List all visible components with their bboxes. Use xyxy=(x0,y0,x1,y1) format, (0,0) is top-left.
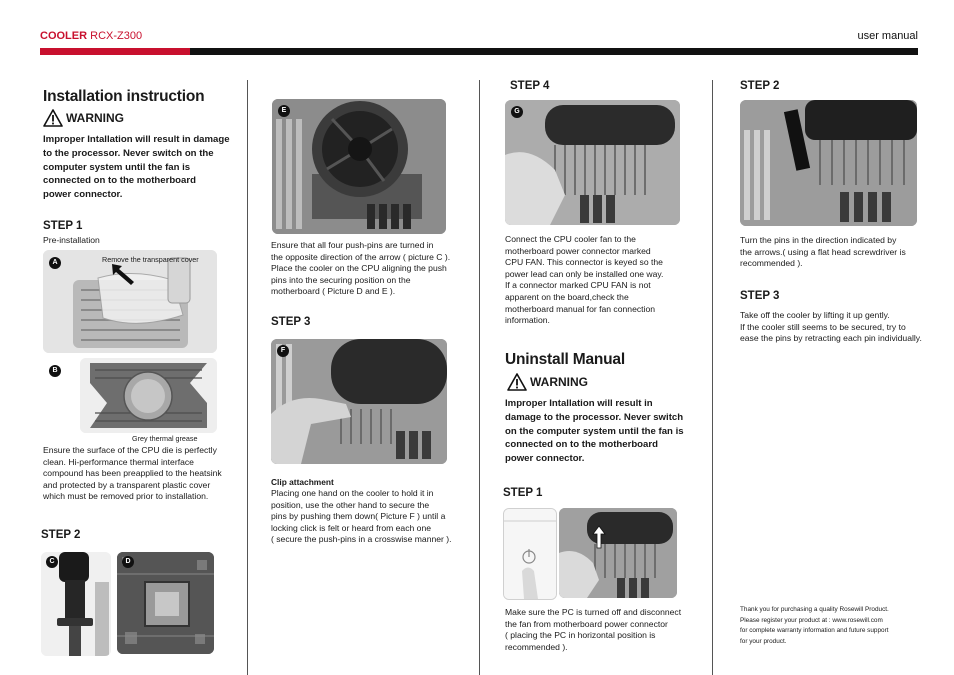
body-line: Place the cooler on the CPU aligning the push xyxy=(271,263,447,274)
warning-line: to the processor. Never switch on the xyxy=(43,147,214,159)
body-line: recommended ). xyxy=(740,258,803,269)
step1-body xyxy=(43,445,243,503)
photo-f-clip-attachment xyxy=(271,339,447,464)
body-line: Take off the cooler by lifting it up gently. xyxy=(740,310,890,320)
warning-line: connected on to the motherboard xyxy=(43,175,196,187)
photo-pc-power xyxy=(503,508,557,600)
badge-g: G xyxy=(511,106,523,118)
step2-body xyxy=(271,240,476,298)
column-divider-3 xyxy=(712,80,713,675)
uninstall-step2-body xyxy=(740,235,945,270)
photo-d-motherboard xyxy=(117,552,214,654)
body-line: ( secure the push-pins in a crosswise manner ). xyxy=(271,534,452,545)
step4-heading: STEP 4 xyxy=(510,80,550,92)
body-line: compound has been preapplied to the heatsink xyxy=(43,468,222,479)
body-line: Connect the CPU cooler fan to the xyxy=(505,234,636,244)
warning-line: power connector. xyxy=(43,189,123,201)
badge-c: C xyxy=(46,556,58,568)
uninstall-warning xyxy=(507,373,588,391)
caption-a: Remove the transparent cover xyxy=(102,255,199,264)
body-line: CPU FAN. This connector is keyed so the xyxy=(505,257,663,268)
warning-label: WARNING xyxy=(530,375,588,389)
column-divider-1 xyxy=(247,80,248,675)
caption-b: Grey thermal grease xyxy=(132,434,198,443)
body-line: position, use the other hand to secure the xyxy=(271,499,430,510)
body-line: recommended ). xyxy=(505,641,568,652)
body-line: pins into the securing position on the xyxy=(271,274,411,285)
installation-warning xyxy=(43,109,124,127)
badge-d: D xyxy=(122,556,134,568)
warning-line: power connector. xyxy=(505,453,585,465)
photo-e-cooler-on-board xyxy=(272,99,446,234)
body-line: information. xyxy=(505,315,550,326)
photo-b-thermal-grease xyxy=(80,358,217,433)
body-line: Turn the pins in the direction indicated by xyxy=(740,235,897,245)
body-line: ( placing the PC in horizontal position is xyxy=(505,630,656,641)
header-bar-black xyxy=(190,48,918,55)
footer-line: Thank you for purchasing a quality Rosewill Product. xyxy=(740,606,889,613)
uninstall-step1-body xyxy=(505,607,710,653)
body-line: motherboard ( Picture D and E ). xyxy=(271,286,396,297)
body-line: If the cooler still seems to be secured, try to xyxy=(740,321,906,332)
body-line: Ensure that all four push-pins are turned in xyxy=(271,240,434,250)
badge-f: F xyxy=(277,345,289,357)
clip-attachment-title: Clip attachment xyxy=(271,477,334,487)
body-line: the fan from motherboard power connector xyxy=(505,618,668,629)
step3-heading: STEP 3 xyxy=(271,316,311,328)
step1-heading: STEP 1 xyxy=(43,220,83,232)
body-line: ease the pins by retracting each pin individually. xyxy=(740,333,922,344)
header-model: RCX-Z300 xyxy=(87,30,143,42)
step4-body xyxy=(505,234,705,327)
body-line: power lead can only be installed one way. xyxy=(505,268,664,279)
footer-note xyxy=(740,605,940,647)
header-bar-red xyxy=(40,48,190,55)
step1-subtitle: Pre-installation xyxy=(43,235,100,245)
photo-g-fan-connector xyxy=(505,100,680,225)
warning-icon xyxy=(507,373,527,391)
uninstall-step1-heading: STEP 1 xyxy=(503,487,543,499)
body-line: which must be removed prior to installation. xyxy=(43,491,209,502)
body-line: apparent on the board,check the xyxy=(505,291,629,302)
photo-turn-pins xyxy=(740,100,917,226)
uninstall-step3-heading: STEP 3 xyxy=(740,290,780,302)
body-line: pins by pushing them down( Picture F ) until a xyxy=(271,511,446,522)
warning-line: Improper Intallation will result in damage xyxy=(43,134,230,145)
body-line: the opposite direction of the arrow ( picture C ). xyxy=(271,251,451,262)
arrow-icon xyxy=(110,262,136,286)
uninstall-step2-heading: STEP 2 xyxy=(740,80,780,92)
body-line: motherboard power connector marked xyxy=(505,245,651,256)
warning-line: on the computer system until the fan is xyxy=(505,425,684,437)
body-line: Ensure the surface of the CPU die is perfectly xyxy=(43,445,217,455)
body-line: If a connector marked CPU FAN is not xyxy=(505,280,651,291)
warning-icon xyxy=(43,109,63,127)
header-doc-type: user manual xyxy=(857,30,918,42)
footer-line: Please register your product at : www.rosewill.com xyxy=(740,616,883,624)
body-line: and protected by a transparent plastic cover xyxy=(43,479,211,490)
header-product xyxy=(40,30,142,42)
uninstall-step3-body xyxy=(740,310,945,345)
warning-line: Improper Intallation will result in xyxy=(505,398,653,409)
warning-line: computer system until the fan is xyxy=(43,161,191,173)
column-divider-2 xyxy=(479,80,480,675)
footer-line: for complete warranty information and future support xyxy=(740,627,889,635)
warning-line: connected on to the motherboard xyxy=(505,439,658,451)
photo-unplug-fan xyxy=(559,508,677,598)
body-line: the arrows.( using a flat head screwdriver is xyxy=(740,246,906,257)
body-line: motherboard manual for fan connection xyxy=(505,303,656,314)
uninstall-warning-text xyxy=(505,397,710,466)
installation-title: Installation instruction xyxy=(43,88,205,105)
footer-line: for your product. xyxy=(740,637,787,645)
body-line: Placing one hand on the cooler to hold it in xyxy=(271,488,434,498)
step2-heading: STEP 2 xyxy=(41,529,81,541)
uninstall-title: Uninstall Manual xyxy=(505,351,625,368)
badge-e: E xyxy=(278,105,290,117)
clip-attachment-body xyxy=(271,488,476,546)
badge-a: A xyxy=(49,257,61,269)
body-line: locking click is felt or heard from each one xyxy=(271,522,432,533)
badge-b: B xyxy=(49,365,61,377)
body-line: clean. Hi-performance thermal interface xyxy=(43,456,194,467)
warning-line: damage to the processor. Never switch xyxy=(505,411,684,423)
installation-warning-text xyxy=(43,133,243,202)
warning-label: WARNING xyxy=(66,111,124,125)
body-line: Make sure the PC is turned off and disconnect xyxy=(505,607,682,617)
header-brand: COOLER xyxy=(40,30,88,42)
